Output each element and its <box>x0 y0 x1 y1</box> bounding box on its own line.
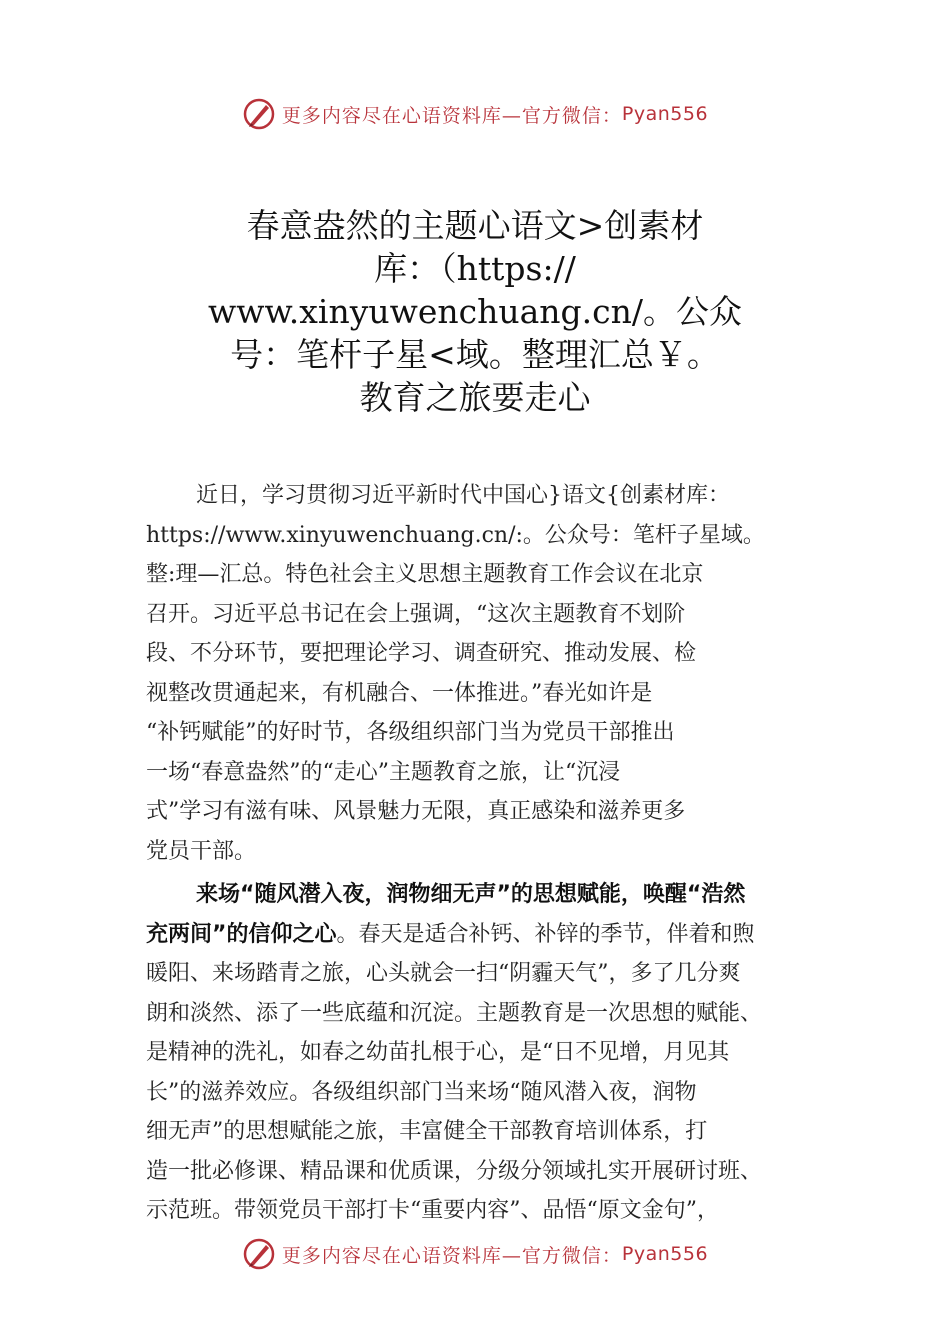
text-line: 造一批必修课、精品课和优质课，分级分领域扎实开展研讨班、 <box>146 1158 763 1184</box>
footer-wechat-id: Pyan556 <box>621 1243 709 1265</box>
text-line: 近日，学习贯彻习近平新时代中国心}语文{创素材库： <box>196 483 730 508</box>
title-line: 春意盎然的主题心语文>创素材 <box>246 206 704 245</box>
text-line: 细无声”的思想赋能之旅，丰富健全干部教育培训体系，打 <box>146 1119 708 1144</box>
header-wechat-id: Pyan556 <box>621 103 709 125</box>
title-line: 教育之旅要走心 <box>359 378 591 417</box>
text-line: 视整改贯通起来，有机融合、一体推进。”春光如许是 <box>146 680 653 706</box>
text-line: 式”学习有滋有味、风景魅力无限，真正感染和滋养更多 <box>146 799 686 824</box>
text-line: 朗和淡然、添了一些底蕴和沉淀。主题教育是一次思想的赋能、 <box>146 1000 763 1026</box>
document-title <box>140 204 810 419</box>
paragraph-2 <box>146 875 836 1231</box>
text-line: 长”的滋养效应。各级组织部门当来场“随风潜入夜，润物 <box>146 1079 697 1105</box>
title-line: 号：笔杆子星<域。整理汇总￥。 <box>230 335 720 374</box>
footer-banner <box>0 1234 950 1274</box>
text-line: 整:理—汇总。特色社会主义思想主题教育工作会议在北京 <box>146 562 704 587</box>
title-line: 库：（https:// <box>374 249 576 288</box>
text-line: https://www.xinyuwenchuang.cn/:。公众号：笔杆子星域。 <box>146 522 765 548</box>
section-heading-line: 来场“随风潜入夜，润物细无声”的思想赋能，唤醒“浩然 <box>196 882 746 907</box>
text-line: 是精神的洗礼，如春之幼苗扎根于心，是“日不见增，月见其 <box>146 1040 730 1065</box>
text-line: 示范班。带领党员干部打卡“重要内容”、品悟“原文金句”， <box>146 1198 719 1223</box>
document-body <box>146 476 836 1231</box>
paragraph-1 <box>146 476 836 871</box>
text-line <box>146 915 836 955</box>
section-heading-tail: 充两间”的信仰之心 <box>146 921 337 947</box>
text-line: 段、不分环节，要把理论学习、调查研究、推动发展、检 <box>146 641 697 666</box>
text-fragment: 。春天是适合补钙、补锌的季节，伴着和煦 <box>336 921 755 947</box>
pen-logo-icon <box>242 1237 276 1271</box>
text-line: 召开。习近平总书记在会上强调，“这次主题教育不划阶 <box>146 601 686 627</box>
text-line: 一场“春意盎然”的“走心”主题教育之旅，让“沉浸 <box>146 759 621 785</box>
text-line: 党员干部。 <box>146 838 257 864</box>
footer-brand-text: 更多内容尽在心语资料库—官方微信： <box>281 1244 622 1267</box>
text-line: “补钙赋能”的好时节，各级组织部门当为党员干部推出 <box>146 720 675 745</box>
title-line: www.xinyuwenchuang.cn/。公众 <box>207 292 743 331</box>
header-banner <box>0 94 950 134</box>
pen-logo-icon <box>242 97 276 131</box>
header-brand-text: 更多内容尽在心语资料库—官方微信： <box>281 104 622 127</box>
text-line: 暖阳、来场踏青之旅，心头就会一扫“阴霾天气”，多了几分爽 <box>146 961 741 986</box>
